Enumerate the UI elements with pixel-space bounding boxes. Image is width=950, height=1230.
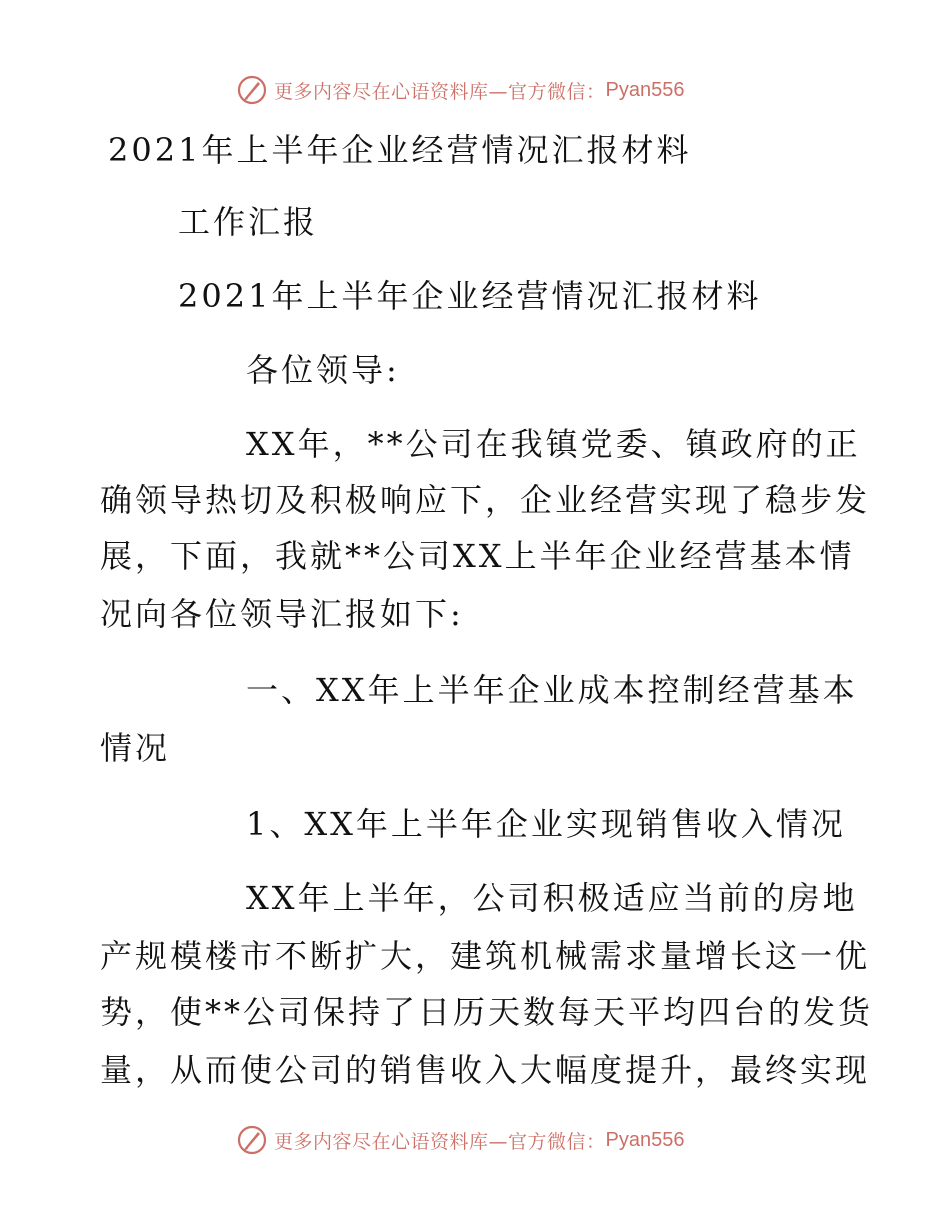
- subsection-heading: 1、XX年上半年企业实现销售收入情况: [246, 805, 846, 843]
- paragraph-line: XX年上半年，公司积极适应当前的房地: [246, 879, 858, 917]
- header-watermark-banner: [236, 72, 684, 108]
- paragraph-line: 况向各位领导汇报如下:: [100, 595, 464, 633]
- watermark-account-id: Pyan556: [605, 78, 685, 101]
- document-subtitle: 2021年上半年企业经营情况汇报材料: [178, 277, 762, 315]
- section-heading: 情况: [100, 729, 171, 767]
- paragraph-line: 展，下面，我就**公司XX上半年企业经营基本情: [100, 537, 855, 575]
- watermark-promo-text: 更多内容尽在心语资料库—官方微信：: [274, 1130, 606, 1153]
- salutation: 各位领导:: [246, 351, 400, 389]
- paragraph-line: 势，使**公司保持了日历天数每天平均四台的发货: [100, 993, 874, 1031]
- paragraph-line: 量，从而使公司的销售收入大幅度提升，最终实现: [100, 1051, 871, 1089]
- watermark-promo-text: 更多内容尽在心语资料库—官方微信：: [274, 80, 606, 103]
- paragraph-line: 产规模楼市不断扩大，建筑机械需求量增长这一优: [100, 937, 871, 975]
- document-category: 工作汇报: [178, 203, 319, 241]
- watermark-account-id: Pyan556: [605, 1128, 685, 1151]
- quill-pen-logo-icon: [236, 1124, 268, 1156]
- paragraph-line: 确领导热切及积极响应下，企业经营实现了稳步发: [100, 481, 871, 519]
- footer-watermark-banner: [236, 1122, 684, 1158]
- section-heading: 一、XX年上半年企业成本控制经营基本: [246, 671, 858, 709]
- paragraph-line: XX年，**公司在我镇党委、镇政府的正: [246, 425, 861, 463]
- document-title: 2021年上半年企业经营情况汇报材料: [108, 131, 692, 169]
- quill-pen-logo-icon: [236, 74, 268, 106]
